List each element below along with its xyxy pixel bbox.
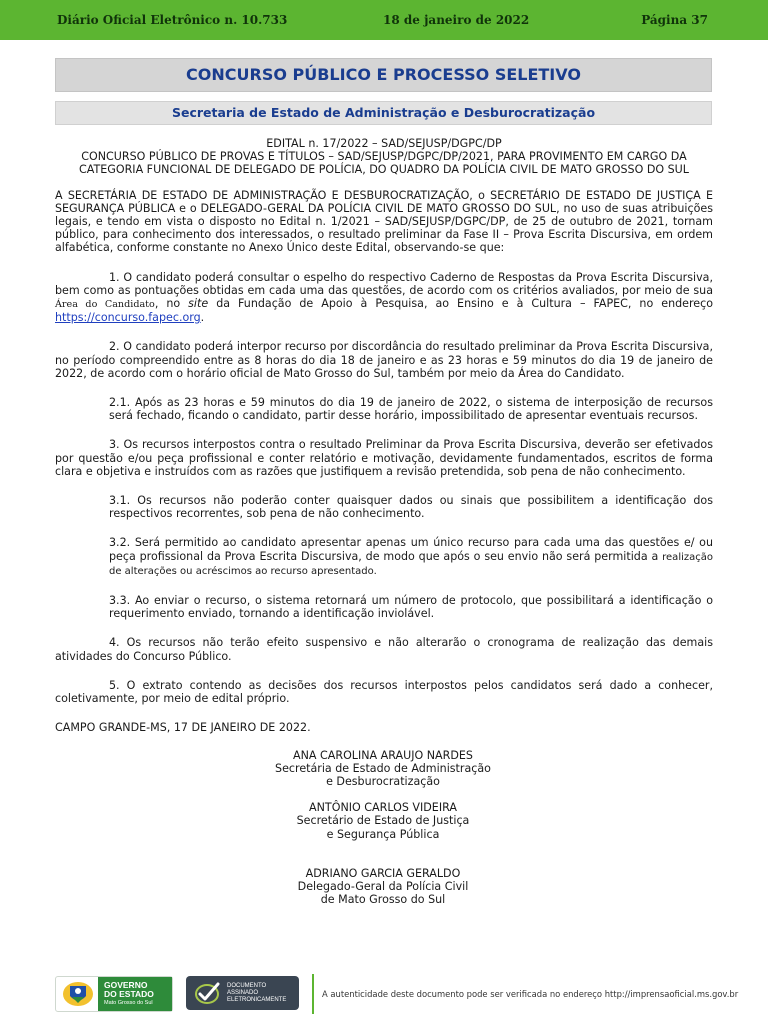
- edital-preamble: A SECRETÁRIA DE ESTADO DE ADMINISTRAÇÃO E DESBUROCRATIZAÇÃO, o SECRETÁRIO DE ESTADO DE JUSTIÇA E SEGURANÇA PÚBLICA e o DELEGADO-GERAL DA POLÍCIA CIVIL DE MATO GROSSO DO SUL, no uso de suas atribuições legais, e tendo em vista o disposto no Edital n. 1/2021 – SAD/SEJUSP/DGPC/DP, de 25 de outubro de 2021, tornam público, para conhecimento dos interessados, o resultado preliminar da Fase II – Prova Escrita Discursiva, em ordem alfabética, conforme constante no Anexo Único deste Edital, observando-se que:: [55, 188, 713, 255]
- section-subtitle: Secretaria de Estado de Administração e Desburocratização: [55, 101, 712, 125]
- item-3-2: [55, 536, 713, 578]
- signatory-role: Delegado-Geral da Polícia Civil: [297, 879, 469, 893]
- signatory-role: Secretária de Estado de Administração: [275, 761, 491, 775]
- item-4: 4. Os recursos não terão efeito suspensivo e não alterarão o cronograma de realização das demais atividades do Concurso Público.: [55, 636, 713, 663]
- item-3-2-text-a: 3.2. Será permitido ao candidato apresentar apenas um único recurso para cada uma das questões e/ ou peça profissional da Prova Escrita Discursiva, de modo que após o seu envio não será permitida a: [109, 536, 713, 563]
- state-coat-of-arms-icon: [60, 980, 96, 1008]
- signatory-role: e Desburocratização: [326, 774, 440, 788]
- doc-line-3: ELETRONICAMENTE: [227, 997, 287, 1003]
- item-1-site: site: [188, 297, 209, 311]
- gazette-issue: Diário Oficial Eletrônico n. 10.733: [57, 13, 288, 27]
- government-badge: [98, 977, 172, 1011]
- item-2: 2. O candidato poderá interpor recurso por discordância do resultado preliminar da Prova Escrita Discursiva, no período compreendido entre as 8 horas do dia 18 de janeiro e as 23 horas e 59 minutos do dia 19 de janeiro de 2022, de acordo com o horário oficial de Mato Grosso do Sul, também por meio da Área do Candidato.: [55, 340, 713, 380]
- signatory-role: Secretário de Estado de Justiça: [296, 814, 470, 828]
- edital-number: EDITAL n. 17/2022 – SAD/SEJUSP/DGPC/DP: [266, 137, 502, 150]
- signatory-name: ANTÔNIO CARLOS VIDEIRA: [309, 801, 457, 815]
- item-1-area: Área do Candidato: [55, 299, 155, 311]
- authenticity-note: A autenticidade deste documento pode ser verificada no endereço http://imprensaoficial.ms.gov.br: [322, 989, 739, 999]
- gov-line-1: GOVERNO: [104, 980, 148, 990]
- signatory-role: de Mato Grosso do Sul: [320, 893, 446, 907]
- place-date: CAMPO GRANDE-MS, 17 DE JANEIRO DE 2022.: [55, 721, 311, 735]
- edital-subject: CONCURSO PÚBLICO DE PROVAS E TÍTULOS – SAD/SEJUSP/DGPC/DP/2021, PARA PROVIMENTO EM CARGO DA CATEGORIA FUNCIONAL DE DELEGADO DE POLÍCIA, DO QUADRO DA POLÍCIA CIVIL DE MATO GROSSO DO SUL: [79, 150, 689, 177]
- item-1-text-d: .: [200, 311, 205, 325]
- header-bar: [0, 0, 768, 40]
- item-1-text-a: 1. O candidato poderá consultar o espelho do respectivo Caderno de Respostas da Prova Escrita Discursiva, bem como as pontuações obtidas em cada uma das questões, de acordo com os critérios avaliados, por meio de sua: [55, 270, 713, 297]
- government-logo: [55, 976, 173, 1012]
- signatory-name: ADRIANO GARCIA GERALDO: [305, 866, 461, 880]
- document-body: [55, 137, 713, 906]
- signature-block: [163, 801, 603, 841]
- item-1-text-c: da Fundação de Apoio à Pesquisa, ao Ensino e à Cultura – FAPEC, no endereço: [208, 297, 714, 311]
- signature-block: [163, 867, 603, 907]
- page-number: Página 37: [641, 13, 708, 27]
- footer: [55, 974, 739, 1014]
- item-5: 5. O extrato contendo as decisões dos recursos interpostos pelos candidatos será dado a conhecer, coletivamente, por meio de edital próprio.: [55, 678, 713, 706]
- section-title: CONCURSO PÚBLICO E PROCESSO SELETIVO: [55, 58, 712, 92]
- gazette-date: 18 de janeiro de 2022: [383, 13, 530, 27]
- item-3: 3. Os recursos interpostos contra o resultado Preliminar da Prova Escrita Discursiva, deverão ser efetivados por questão e/ou peça profissional e conter relatório e motivação, devidamente fundamentados, escritos de forma clara e objetiva e instruídos com as razões que justifiquem a revisão pretendida, sob pena de não conhecimento.: [55, 438, 713, 478]
- item-1-text-b: , no: [154, 297, 189, 311]
- signature-check-icon: [194, 981, 222, 1005]
- doc-line-1: DOCUMENTO: [227, 983, 267, 989]
- fapec-link[interactable]: https://concurso.fapec.org: [55, 311, 201, 325]
- gov-line-3: Mato Grosso do Sul: [104, 1000, 153, 1006]
- signatory-role: e Segurança Pública: [326, 827, 440, 841]
- electronic-signature-badge: [186, 976, 299, 1010]
- signatory-name: ANA CAROLINA ARAUJO NARDES: [293, 748, 473, 762]
- item-2-1: 2.1. Após as 23 horas e 59 minutos do dia 19 de janeiro de 2022, o sistema de interposição de recursos será fechado, ficando o candidato, partir desse horário, impossibilitado de apresentar eventuais recursos.: [109, 396, 713, 423]
- signature-block: [163, 749, 603, 789]
- footer-divider: [312, 974, 314, 1014]
- item-3-1: 3.1. Os recursos não poderão conter quaisquer dados ou sinais que possibilitem a identificação dos respectivos recorrentes, sob pena de não conhecimento.: [109, 494, 713, 521]
- item-3-2-text-b: realização de alterações ou acréscimos ao recurso apresentado.: [109, 551, 713, 577]
- doc-line-2: ASSINADO: [227, 990, 259, 996]
- gov-line-2: DO ESTADO: [104, 989, 154, 999]
- item-3-3: 3.3. Ao enviar o recurso, o sistema retornará um número de protocolo, que possibilitará a identificação o requerimento enviado, tornando a identificação inviolável.: [109, 594, 713, 621]
- item-1: [55, 271, 713, 325]
